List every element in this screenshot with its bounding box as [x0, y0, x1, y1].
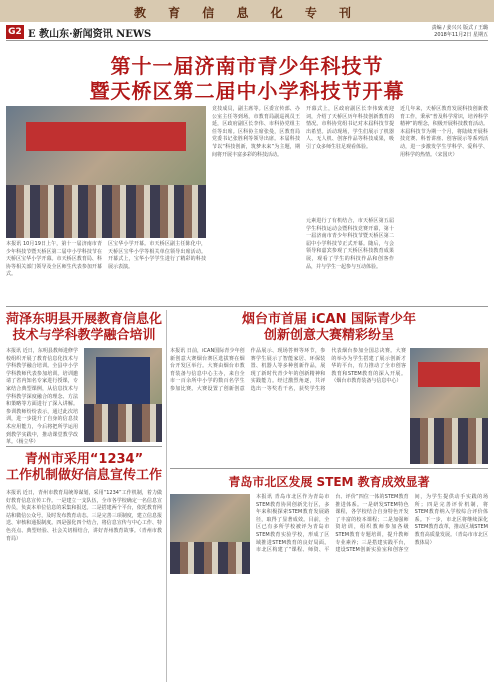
ican-photo [410, 348, 488, 464]
section-divider [6, 306, 488, 307]
contest-banner [418, 362, 480, 388]
heze-headline-line-1: 菏泽东明县开展教育信息化 [6, 312, 163, 327]
ican-headline-line-2: 创新创意大赛精彩纷呈 [263, 328, 394, 343]
qingzhou-body: 本报讯 近日，青州市教育局统筹谋划，采用“1234”工作机制，着力做好教育信息宣传工作。一是建立一支队伍，全市各学校确定一名信息宣传员，负责本单位信息的采集和报送。二是搭建两个平台，依托教育网站和微信公众号，及时发布教育动态。三是完善三项制度，建立信息报送、审核和通报制度。四是强化四个结合，将信息宣传与中心工作、特色亮点、典型经验、社会关切相结合，讲好青州教育故事。（青州市教育局） [6, 490, 162, 542]
masthead-title: 教 育 信 息 化 专 刊 [133, 6, 361, 20]
page-number: G2 [6, 25, 24, 39]
editor-credit: 责编 / 姜兴兴 版式 / 王璐 [431, 25, 488, 31]
training-screen [96, 357, 151, 409]
right-divider [170, 468, 488, 469]
heze-photo [84, 348, 162, 442]
main-story-col-5: 元素进行了有机结合，市天桥区第五届学生科技运动会暨科技竞赛开幕，第十一届济南市青少年科技节暨天桥区第二届中小学科技节正式开幕。随后，与会领导和嘉宾参观了天桥区科技教育成果展，观看了学生的科技作品和创客作品，并与学生一起参与互动体验。 [306, 218, 394, 270]
qingzhou-headline-line-1: 青州市采用“1234” [24, 452, 144, 467]
heze-body-col-1: 本报讯 近日，东明县教师进修学校组织开展了教育信息化技术与学科教学融合培训。全县中小学学科教师代表参加培训。培训邀请了省内知名专家进行授课，专家结合典型课例，从信息技术与学科教学深度融合的理念、方法和策略等方面进行了深入讲解。参训教师纷纷表示，通过此次培训，进一步提升了自身的信息技术应用能力，今后将把所学运用到教学实践中，推动课堂教学改革。（杨立华） [6, 348, 78, 446]
contestants [410, 418, 488, 464]
crowd [6, 185, 206, 238]
qingzhou-headline [6, 452, 162, 484]
qingdao-body: 本报讯 青岛市北区作为青岛市STEM教育协同创新先行区，多年来积极探索STEM教育发展路径，取得了显著成效。目前，全区已有多所学校被评为青岛市STEM教育实验学校，形成了区域推进STEM教育的良好局面。市北区构建了“课程、师资、平台、评价”四位一体的STEM教育推进体系。一是研发STEM特色课程，各学校结合自身特色开发了丰富的校本课程；二是加强师资培训，组织教师参加各级STEM教育专题培训，提升教师专业素养；三是搭建实践平台，建设STEM创新实验室和创客空间，为学生提供动手实践的场所；四是完善评价机制，将STEM教育纳入学校综合评价体系。下一步，市北区将继续深化STEM教育改革，推动区域STEM教育高质量发展。（青岛市市北区教体局） [256, 494, 488, 554]
main-story-col-1: 本报讯 10月19日上午，第十一届济南市青少年科技节暨天桥区第二届中小学科技节在天桥区宝华小学开幕。市天桥区教育局、科协等相关部门领导及全区师生代表参加开幕式。 [6, 241, 102, 278]
masthead-bar [0, 0, 494, 22]
main-headline-line-1: 第十一届济南市青少年科技节 [110, 54, 384, 78]
ican-body: 本报讯 日前，iCAN国际青少年创新创意大赛烟台赛区选拔赛在烟台开发区举行。大赛由烟台市教育装备与信息中心主办，来自全市一百余所中小学的数百名学生参加比赛。大赛设置了创新创意作品展示、现场答辩等环节，参赛学生展示了智能家居、环保装置、机器人等多种创新作品，展现了新时代青少年的创新精神和实践能力。经过激烈角逐，共评选出一等奖若干名，获奖学生将代表烟台参加全国总决赛。大赛的举办为学生搭建了展示创新才华的平台，有力推动了全市创客教育和STEM教育的深入开展。（烟台市教育装备与信息中心） [170, 348, 406, 392]
qingzhou-headline-line-2: 工作机制做好信息宣传工作 [6, 468, 163, 483]
main-headline-line-2: 暨天桥区第二届中小学科技节开幕 [89, 79, 405, 103]
main-story-col-6: 近几年来，天桥区教育发展科技创新教育工作，秉承“普及科学常识，培养科学精神”的理念，积极开展科技教育活动。本届科技节为期一个月，将陆续开展科技竞赛、科普讲座、创客展示等系列活动，进一步激发学生学科学、爱科学、用科学的热情。（宋国庆） [400, 106, 488, 158]
main-story-col-2: 区宝华小学开幕。市天桥区副主任陈化中，天桥区宝华小学等相关单位领导出席活动。开幕式上，宝华小学学生进行了精彩的科技展示表演。 [108, 241, 206, 270]
main-story-col-4: 开幕式上，区政府副区长李伟致欢迎词，介绍了天桥区历年科技创新教育的情况。市科协党组书记对本届科技节提出希望。活动现场，学生们展示了机器人、无人机、创客作品等科技成果，吸引了众多师生驻足观看体验。 [306, 106, 394, 150]
ican-headline [170, 312, 488, 344]
trainees [84, 404, 162, 442]
left-divider [6, 446, 162, 447]
issue-date: 2018年11月2日 星期五 [434, 32, 488, 38]
heze-headline-line-2: 技术与学科教学融合培训 [12, 328, 156, 343]
main-story-col-3: 竞技成员，副主席等。区委宣传部、办公室主任等到场，市教育局副巡视员王延，区政府副区长李伟、市科协党组主任等出席。区科协主席张曼，区教育局党委书记张胜利等领导出席。本届科技节以“科技创新，筑梦未来”为主题，期间将开展丰富多彩的科技活动。 [212, 106, 300, 158]
heze-headline [6, 312, 162, 344]
ican-headline-line-1: 烟台市首届 iCAN 国际青少年 [242, 312, 416, 327]
stage-banner [26, 122, 186, 151]
main-photo [6, 106, 206, 238]
page-header [6, 25, 488, 41]
students [170, 542, 250, 574]
page-meta [398, 25, 488, 39]
qingdao-headline: 青岛市北区发展 STEM 教育成效显著 [228, 475, 430, 489]
section-title: E 教山东·新闻资讯 NEWS [28, 29, 152, 40]
column-divider [166, 310, 167, 682]
qingdao-photo [170, 494, 250, 574]
